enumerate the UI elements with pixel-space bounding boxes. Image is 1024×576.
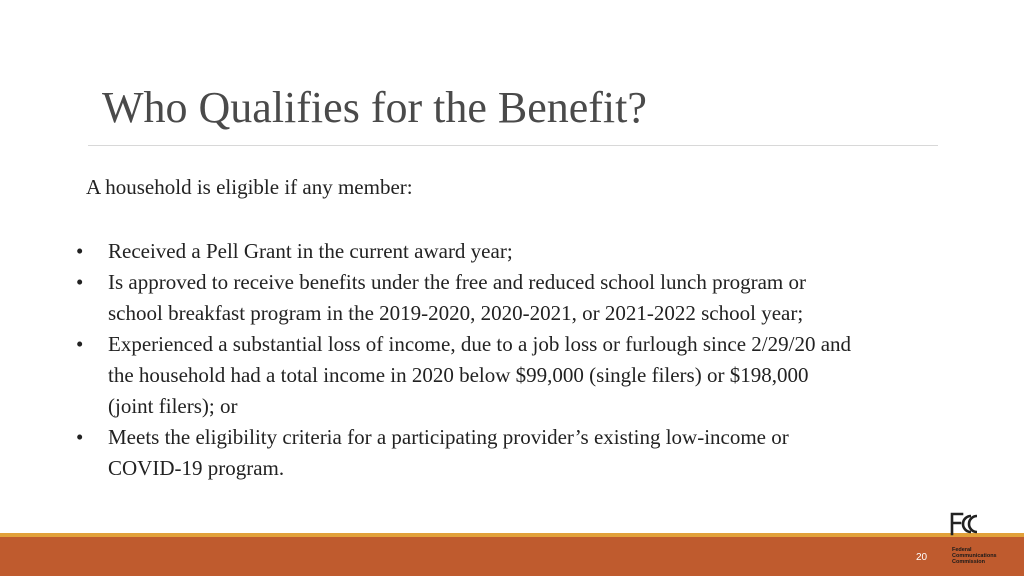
list-item-text: Is approved to receive benefits under the free and reduced school lunch program or school breakfast program in the 2019-2020, 2020-2021, or 2021-2022 school year; xyxy=(108,270,806,325)
eligibility-list xyxy=(76,236,856,484)
bullet-icon: • xyxy=(76,425,84,449)
fcc-logo xyxy=(950,512,1002,572)
page-number: 20 xyxy=(916,552,928,563)
logo-line-2: Communications xyxy=(952,553,997,559)
list-item-text: Experienced a substantial loss of income, due to a job loss or furlough since 2/29/20 and the household had a total income in 2020 below $99,000 (single filers) or $198,000 (joint filers); or xyxy=(108,332,852,418)
bullet-icon: • xyxy=(76,332,84,356)
slide-title: Who Qualifies for the Benefit? xyxy=(102,83,647,132)
fcc-logo-text xyxy=(952,547,997,565)
intro-text: A household is eligible if any member: xyxy=(86,175,413,199)
list-item-text: Meets the eligibility criteria for a participating provider’s existing low-income or COVID-19 program. xyxy=(108,425,789,480)
list-item xyxy=(76,422,856,484)
bullet-icon: • xyxy=(76,270,84,294)
list-item xyxy=(76,329,856,422)
logo-line-1: Federal xyxy=(952,547,972,553)
list-item-text: Received a Pell Grant in the current award year; xyxy=(108,239,513,263)
bullet-icon: • xyxy=(76,239,84,263)
list-item xyxy=(76,267,856,329)
title-divider xyxy=(88,145,938,146)
logo-line-3: Commission xyxy=(952,559,986,565)
fcc-logo-icon xyxy=(950,512,980,536)
list-item xyxy=(76,236,856,267)
footer-bar xyxy=(0,537,1024,576)
